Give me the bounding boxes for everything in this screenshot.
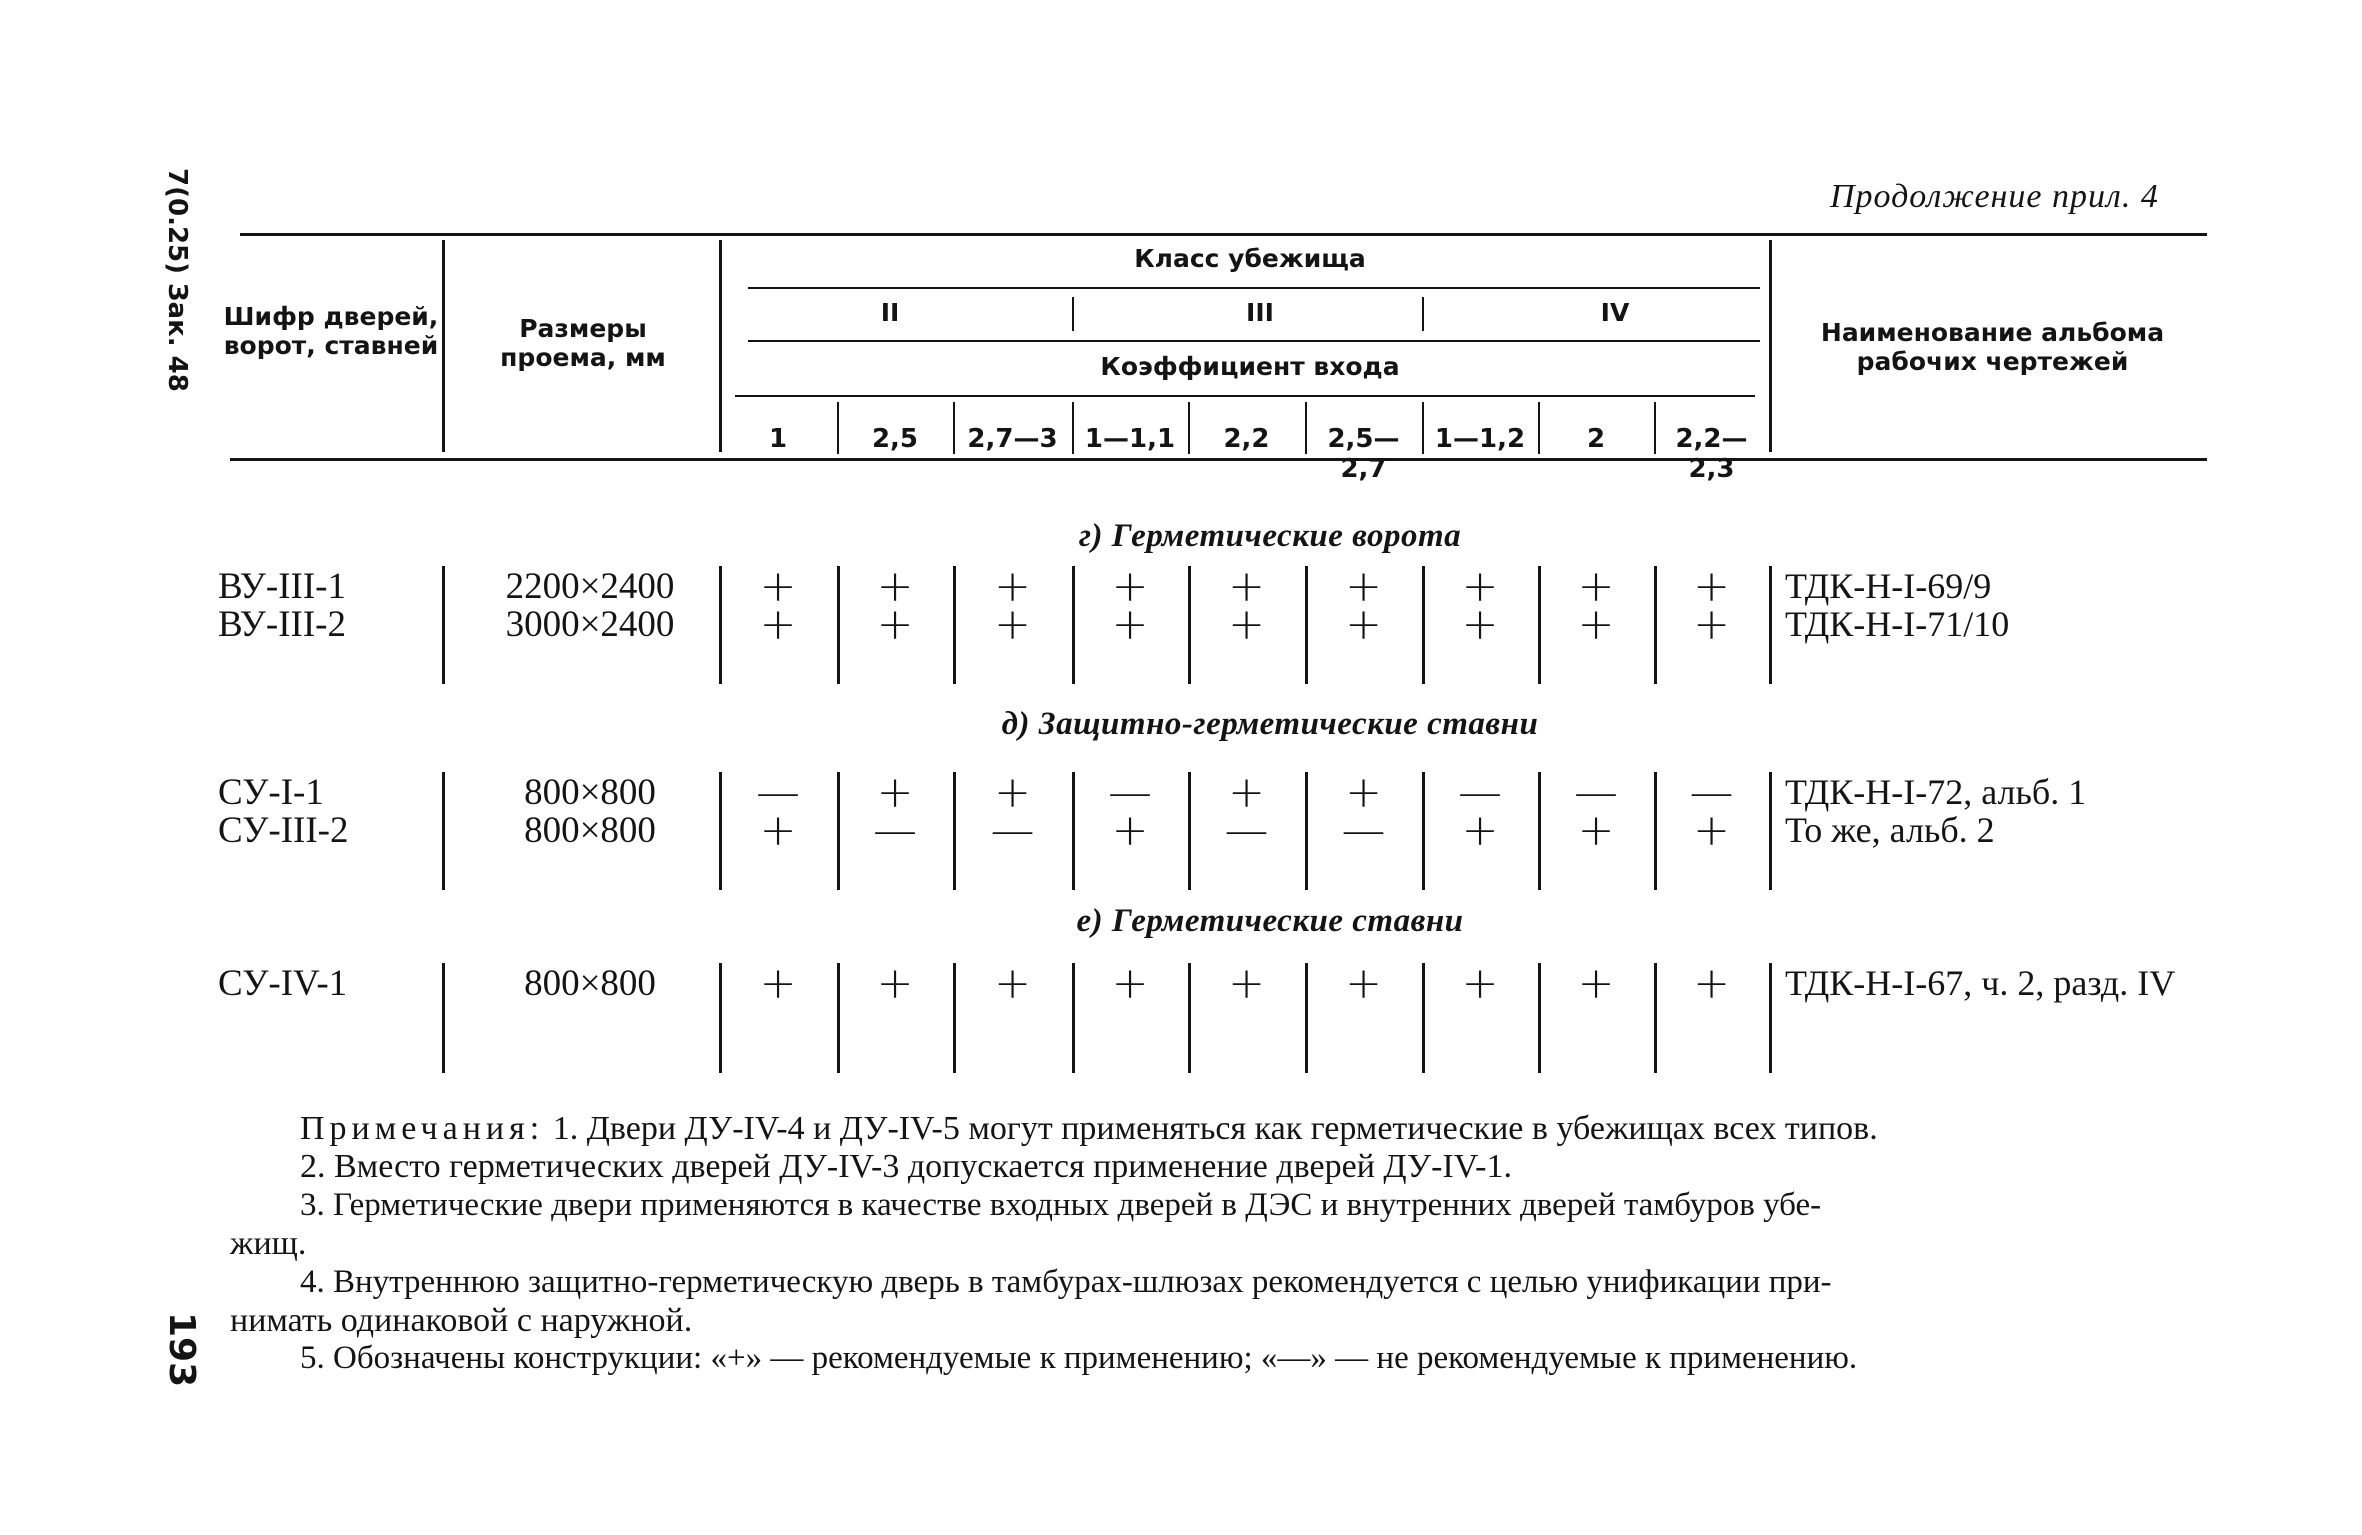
header-class-ii: II (880, 298, 900, 327)
row-mark: + (1228, 767, 1265, 818)
row-size: 800×800 (524, 963, 656, 1004)
table-grid-line (1538, 566, 1541, 684)
row-mark: + (1345, 767, 1382, 818)
table-grid-line (1188, 566, 1191, 684)
row-mark: — (990, 805, 1035, 856)
note-5: 5. Обозначены конструкции: «+» — рекомендуемые к применению; «—» — не рекомендуемые к применению. (300, 1340, 1858, 1376)
coef-divider (1538, 402, 1540, 454)
side-caption: 7(0.25) Зак. 48 (162, 168, 192, 392)
table-grid-line (1188, 772, 1191, 890)
row-mark: + (1111, 805, 1149, 856)
section-title-protective-shutters: д) Защитно-герметические ставни (1001, 706, 1539, 742)
row-mark: + (1693, 561, 1730, 612)
coef-cell: 1—1,1 (1084, 424, 1176, 454)
notes-line-1 (300, 1110, 1878, 1147)
row-album: ТДК-Н-I-71/10 (1785, 604, 2010, 644)
note-4a: 4. Внутреннюю защитно-герметическую дверь в тамбурах-шлюзах рекомендуется с целью унификации при- (300, 1264, 1832, 1300)
coef-cell: 1—1,2 (1434, 424, 1526, 454)
table-grid-line (442, 772, 445, 890)
note-3b: жищ. (230, 1225, 307, 1262)
header-class-iii: III (1246, 298, 1274, 327)
header-divider-3 (1769, 240, 1772, 452)
row-album: ТДК-Н-I-69/9 (1785, 566, 1992, 606)
row-code: СУ-I-1 (218, 772, 324, 813)
row-size: 800×800 (524, 810, 656, 851)
table-grid-line (1305, 566, 1308, 684)
row-mark: + (1693, 599, 1730, 650)
table-grid-line (953, 566, 956, 684)
row-mark: + (876, 561, 914, 612)
row-mark: + (1228, 958, 1265, 1009)
table-grid-line (1654, 963, 1657, 1073)
row-mark: + (1461, 958, 1499, 1009)
notes-heading: Примечания: (300, 1110, 545, 1147)
coef-cell: 2,2—2,3 (1675, 424, 1748, 484)
row-mark: — (873, 805, 917, 856)
class-divider-1 (1072, 297, 1074, 331)
section-title-hermetic-shutters: е) Герметические ставни (1076, 903, 1464, 939)
class-rule (748, 287, 1760, 289)
row-code: СУ-IV-1 (218, 963, 348, 1004)
table-grid-line (1538, 772, 1541, 890)
coef-divider (1422, 402, 1424, 454)
table-grid-line (1654, 566, 1657, 684)
coef-divider (1188, 402, 1190, 454)
row-mark: + (994, 958, 1031, 1009)
row-mark: — (1574, 767, 1618, 818)
table-grid-line (953, 772, 956, 890)
table-grid-line (1654, 772, 1657, 890)
coef-cell: 2,5—2,7 (1327, 424, 1400, 484)
row-mark: + (759, 599, 797, 650)
row-size: 800×800 (524, 772, 656, 813)
table-grid-line (1422, 963, 1425, 1073)
note-3a: 3. Герметические двери применяются в качестве входных дверей в ДЭС и внутренних дверей тамбуров убе- (300, 1187, 1822, 1223)
row-mark: + (1461, 805, 1499, 856)
row-mark: + (1577, 561, 1615, 612)
row-mark: + (1345, 561, 1382, 612)
row-mark: + (1111, 599, 1149, 650)
row-mark: — (1689, 767, 1734, 818)
row-album: ТДК-Н-I-67, ч. 2, разд. IV (1785, 963, 2176, 1003)
row-album: ТДК-Н-I-72, альб. 1 (1785, 772, 2087, 812)
row-code: СУ-III-2 (218, 810, 349, 851)
table-grid-line (1422, 772, 1425, 890)
row-code: ВУ-III-1 (218, 566, 346, 607)
table-grid-line (1305, 772, 1308, 890)
table-grid-line (1188, 963, 1191, 1073)
table-grid-line (1072, 772, 1075, 890)
coef-divider (837, 402, 839, 454)
table-grid-line (837, 963, 840, 1073)
row-mark: — (756, 767, 800, 818)
row-mark: + (1577, 805, 1615, 856)
row-mark: + (1228, 599, 1265, 650)
table-grid-line (719, 963, 722, 1073)
table-grid-line (1769, 772, 1772, 890)
row-album: То же, альб. 2 (1785, 810, 1995, 850)
coef-divider (1654, 402, 1656, 454)
row-code: ВУ-III-2 (218, 604, 346, 645)
table-grid-line (442, 963, 445, 1073)
row-mark: + (1577, 599, 1615, 650)
coef-cell: 1 (768, 424, 788, 454)
class-bottom-rule (748, 340, 1760, 342)
table-grid-line (1422, 566, 1425, 684)
table-grid-line (719, 566, 722, 684)
row-mark: + (1111, 958, 1149, 1009)
header-size: Размеры проема, мм (500, 314, 666, 372)
header-shelter-class: Класс убежища (1134, 244, 1366, 273)
note-4b: нимать одинаковой с наружной. (230, 1302, 693, 1339)
row-mark: + (1461, 599, 1499, 650)
row-mark: + (1111, 561, 1149, 612)
coef-rule (735, 395, 1755, 397)
row-mark: + (1693, 805, 1730, 856)
row-mark: + (994, 767, 1031, 818)
coef-cell: 2,5 (871, 424, 919, 454)
row-mark: + (759, 561, 797, 612)
table-grid-line (837, 772, 840, 890)
continuation-heading: Продолжение прил. 4 (1830, 178, 2159, 215)
table-grid-line (837, 566, 840, 684)
row-mark: + (1228, 561, 1265, 612)
section-title-gates: г) Герметические ворота (1078, 518, 1462, 554)
row-mark: + (759, 958, 797, 1009)
note-2: 2. Вместо герметических дверей ДУ-IV-3 допускается применение дверей ДУ-IV-1. (300, 1148, 1512, 1185)
row-mark: + (1461, 561, 1499, 612)
row-mark: + (1345, 599, 1382, 650)
header-class-iv: IV (1600, 298, 1630, 327)
row-size: 3000×2400 (505, 604, 675, 645)
row-mark: — (1108, 767, 1152, 818)
row-mark: + (1345, 958, 1382, 1009)
table-grid-line (1769, 566, 1772, 684)
table-grid-line (719, 772, 722, 890)
coef-cell: 2,2 (1223, 424, 1270, 454)
row-mark: + (876, 958, 914, 1009)
class-divider-2 (1422, 297, 1424, 331)
row-mark: — (1341, 805, 1386, 856)
note-1: 1. Двери ДУ-IV-4 и ДУ-IV-5 могут применяться как герметические в убежищах всех типов. (552, 1110, 1878, 1147)
table-grid-line (1538, 963, 1541, 1073)
table-grid-line (1072, 963, 1075, 1073)
row-mark: + (876, 767, 914, 818)
header-divider-2 (719, 240, 722, 452)
table-grid-line (1072, 566, 1075, 684)
row-mark: + (994, 561, 1031, 612)
table-top-rule (240, 233, 2207, 236)
row-mark: + (876, 599, 914, 650)
table-grid-line (953, 963, 956, 1073)
table-grid-line (1305, 963, 1308, 1073)
header-coef-title: Коэффициент входа (1100, 352, 1400, 381)
coef-divider (953, 402, 955, 454)
header-code: Шифр дверей, ворот, ставней (223, 302, 439, 360)
coef-cell: 2,7—3 (967, 424, 1058, 454)
header-divider-1 (442, 240, 445, 452)
table-grid-line (442, 566, 445, 684)
row-mark: + (1693, 958, 1730, 1009)
coef-cell: 2 (1586, 424, 1606, 454)
header-album: Наименование альбома рабочих чертежей (1820, 318, 2165, 376)
row-mark: — (1224, 805, 1269, 856)
coef-divider (1072, 402, 1074, 454)
row-mark: — (1458, 767, 1502, 818)
row-size: 2200×2400 (505, 566, 675, 607)
page-number: 193 (161, 1312, 202, 1388)
row-mark: + (759, 805, 797, 856)
table-grid-line (1769, 963, 1772, 1073)
row-mark: + (1577, 958, 1615, 1009)
coef-divider (1305, 402, 1307, 454)
row-mark: + (994, 599, 1031, 650)
table-header-bottom-rule (230, 458, 2207, 461)
